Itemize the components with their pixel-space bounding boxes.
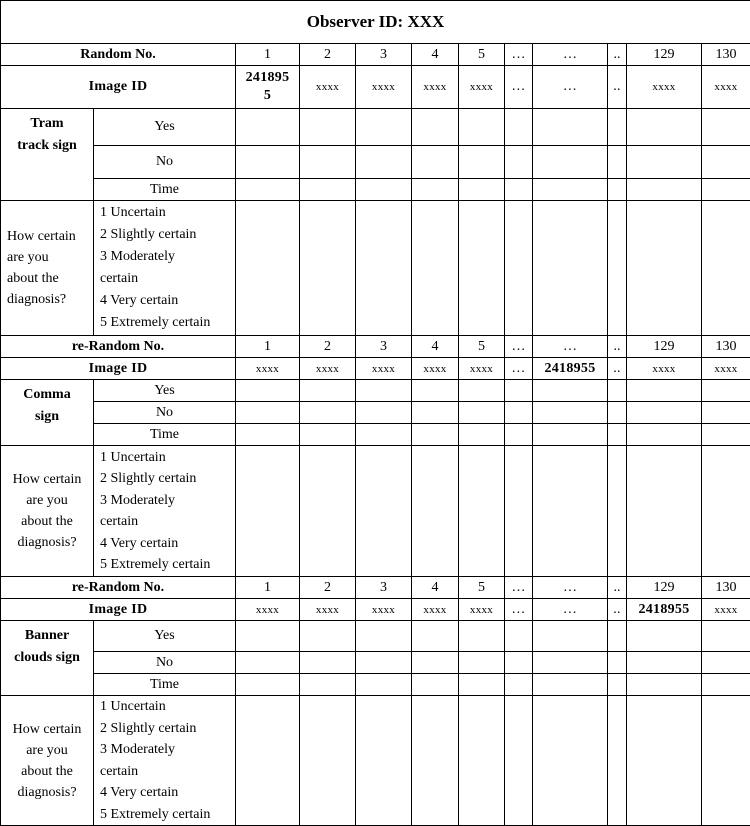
image-id-cell: xxxx [236, 599, 300, 621]
entry-cell[interactable] [412, 424, 459, 446]
entry-cell[interactable] [533, 402, 608, 424]
entry-cell[interactable] [608, 109, 627, 146]
image-id-part: 5 [236, 87, 299, 105]
entry-cell[interactable] [236, 696, 300, 826]
entry-cell[interactable] [412, 201, 459, 336]
entry-cell[interactable] [627, 201, 702, 336]
entry-cell[interactable] [459, 652, 505, 674]
certainty-scale [94, 446, 236, 577]
image-id-label: Image ID [1, 599, 236, 621]
question-line: How certain [7, 226, 90, 247]
re-random-no-label: re-Random No. [1, 577, 236, 599]
image-id-cell: xxxx [627, 66, 702, 109]
entry-cell[interactable] [236, 179, 300, 201]
image-id-cell: … [505, 358, 533, 380]
entry-cell[interactable] [412, 109, 459, 146]
image-id-cell: xxxx [236, 358, 300, 380]
entry-cell[interactable] [356, 179, 412, 201]
entry-cell[interactable] [533, 146, 608, 179]
col-number: .. [608, 336, 627, 358]
entry-cell[interactable] [459, 201, 505, 336]
question-line: diagnosis? [4, 782, 90, 803]
certainty-option: 4 Very certain [100, 290, 235, 312]
entry-cell[interactable] [505, 109, 533, 146]
entry-cell[interactable] [459, 109, 505, 146]
col-number: … [505, 577, 533, 599]
entry-cell[interactable] [627, 621, 702, 652]
col-number: … [533, 336, 608, 358]
entry-cell[interactable] [412, 674, 459, 696]
entry-cell[interactable] [505, 201, 533, 336]
entry-cell[interactable] [627, 424, 702, 446]
image-id-cell: xxxx [412, 358, 459, 380]
col-number: … [533, 577, 608, 599]
entry-cell[interactable] [505, 402, 533, 424]
entry-cell[interactable] [627, 446, 702, 577]
entry-cell[interactable] [533, 380, 608, 402]
entry-cell[interactable] [459, 146, 505, 179]
entry-cell[interactable] [608, 380, 627, 402]
entry-cell[interactable] [236, 201, 300, 336]
entry-cell[interactable] [702, 146, 750, 179]
entry-cell[interactable] [627, 179, 702, 201]
entry-cell[interactable] [533, 652, 608, 674]
sign-label-tram-track [1, 109, 94, 201]
entry-cell[interactable] [300, 179, 356, 201]
certainty-option: 3 Moderately [100, 246, 235, 268]
image-id-cell: .. [608, 66, 627, 109]
entry-cell[interactable] [300, 109, 356, 146]
col-number: 2 [300, 336, 356, 358]
time-label: Time [94, 424, 236, 446]
entry-cell[interactable] [533, 179, 608, 201]
entry-cell[interactable] [505, 652, 533, 674]
entry-cell[interactable] [356, 109, 412, 146]
entry-cell[interactable] [608, 424, 627, 446]
no-label: No [94, 402, 236, 424]
image-id-cell: … [533, 66, 608, 109]
entry-cell[interactable] [608, 146, 627, 179]
image-id-cell: .. [608, 358, 627, 380]
entry-cell[interactable] [608, 201, 627, 336]
image-id-cell: xxxx [459, 599, 505, 621]
certainty-question [1, 696, 94, 826]
entry-cell[interactable] [627, 146, 702, 179]
col-number: 130 [702, 577, 750, 599]
entry-cell[interactable] [356, 674, 412, 696]
question-line: about the [7, 268, 90, 289]
certainty-option: 2 Slightly certain [100, 468, 235, 490]
entry-cell[interactable] [300, 380, 356, 402]
entry-cell[interactable] [702, 674, 750, 696]
entry-cell[interactable] [608, 674, 627, 696]
certainty-scale [94, 696, 236, 826]
image-id-cell: … [505, 66, 533, 109]
col-number: .. [608, 577, 627, 599]
image-id-cell: xxxx [412, 599, 459, 621]
entry-cell[interactable] [533, 201, 608, 336]
certainty-option: 2 Slightly certain [100, 718, 235, 740]
entry-cell[interactable] [236, 652, 300, 674]
sign-label-line: clouds sign [1, 647, 93, 669]
entry-cell[interactable] [412, 696, 459, 826]
entry-cell[interactable] [627, 380, 702, 402]
entry-cell[interactable] [533, 674, 608, 696]
question-line: diagnosis? [7, 289, 90, 310]
certainty-option: certain [100, 511, 235, 533]
certainty-option: 1 Uncertain [100, 202, 235, 224]
entry-cell[interactable] [505, 621, 533, 652]
entry-cell[interactable] [702, 201, 750, 336]
certainty-option: 2 Slightly certain [100, 224, 235, 246]
col-number: 4 [412, 577, 459, 599]
entry-cell[interactable] [533, 109, 608, 146]
sign-label-line: Banner [1, 625, 93, 647]
certainty-option: 5 Extremely certain [100, 804, 235, 826]
image-id-label: Image ID [1, 358, 236, 380]
question-line: are you [7, 247, 90, 268]
certainty-option: 1 Uncertain [100, 447, 235, 469]
entry-cell[interactable] [505, 674, 533, 696]
col-number: … [505, 336, 533, 358]
entry-cell[interactable] [356, 201, 412, 336]
entry-cell[interactable] [412, 621, 459, 652]
question-line: are you [4, 740, 90, 761]
entry-cell[interactable] [300, 621, 356, 652]
entry-cell[interactable] [236, 380, 300, 402]
col-number: 130 [702, 44, 750, 66]
entry-cell[interactable] [702, 109, 750, 146]
entry-cell[interactable] [533, 696, 608, 826]
entry-cell[interactable] [627, 402, 702, 424]
entry-cell[interactable] [356, 696, 412, 826]
entry-cell[interactable] [533, 446, 608, 577]
col-number: 2 [300, 577, 356, 599]
certainty-option: 3 Moderately [100, 490, 235, 512]
image-id-cell: xxxx [300, 358, 356, 380]
entry-cell[interactable] [505, 424, 533, 446]
image-id-cell: xxxx [627, 358, 702, 380]
certainty-option: 5 Extremely certain [100, 312, 235, 334]
entry-cell[interactable] [459, 380, 505, 402]
entry-cell[interactable] [300, 674, 356, 696]
entry-cell[interactable] [505, 146, 533, 179]
time-label: Time [94, 674, 236, 696]
entry-cell[interactable] [627, 109, 702, 146]
entry-cell[interactable] [356, 402, 412, 424]
col-number: 1 [236, 336, 300, 358]
entry-cell[interactable] [533, 621, 608, 652]
entry-cell[interactable] [300, 146, 356, 179]
image-id-part: 241895 [236, 69, 299, 87]
col-number: 129 [627, 44, 702, 66]
entry-cell[interactable] [356, 446, 412, 577]
yes-label: Yes [94, 380, 236, 402]
entry-cell[interactable] [412, 402, 459, 424]
entry-cell[interactable] [702, 696, 750, 826]
image-id-cell: xxxx [300, 66, 356, 109]
yes-label: Yes [94, 109, 236, 146]
entry-cell[interactable] [608, 652, 627, 674]
entry-cell[interactable] [412, 179, 459, 201]
certainty-option: certain [100, 268, 235, 290]
image-id-cell: xxxx [702, 358, 750, 380]
entry-cell[interactable] [356, 424, 412, 446]
image-id-cell: xxxx [300, 599, 356, 621]
entry-cell[interactable] [459, 696, 505, 826]
entry-cell[interactable] [236, 146, 300, 179]
image-id-cell: xxxx [459, 358, 505, 380]
question-line: about the [4, 511, 90, 532]
entry-cell[interactable] [533, 424, 608, 446]
no-label: No [94, 146, 236, 179]
entry-cell[interactable] [412, 146, 459, 179]
col-number: … [505, 44, 533, 66]
col-number: 1 [236, 577, 300, 599]
entry-cell[interactable] [300, 402, 356, 424]
col-number: 5 [459, 44, 505, 66]
entry-cell[interactable] [459, 621, 505, 652]
entry-cell[interactable] [702, 446, 750, 577]
sign-label-comma [1, 380, 94, 446]
col-number: 3 [356, 336, 412, 358]
entry-cell[interactable] [459, 424, 505, 446]
entry-cell[interactable] [702, 380, 750, 402]
entry-cell[interactable] [236, 424, 300, 446]
sign-label-line: sign [1, 406, 93, 428]
image-id-cell: xxxx [356, 599, 412, 621]
image-id-cell: xxxx [412, 66, 459, 109]
entry-cell[interactable] [412, 380, 459, 402]
entry-cell[interactable] [300, 696, 356, 826]
image-id-cell: xxxx [459, 66, 505, 109]
entry-cell[interactable] [459, 446, 505, 577]
entry-cell[interactable] [412, 652, 459, 674]
certainty-question [1, 201, 94, 336]
entry-cell[interactable] [236, 674, 300, 696]
entry-cell[interactable] [356, 621, 412, 652]
entry-cell[interactable] [236, 109, 300, 146]
yes-label: Yes [94, 621, 236, 652]
col-number: 1 [236, 44, 300, 66]
question-line: How certain [4, 719, 90, 740]
entry-cell[interactable] [412, 446, 459, 577]
image-id-cell: xxxx [702, 599, 750, 621]
entry-cell[interactable] [459, 402, 505, 424]
sign-label-line: Tram [1, 113, 93, 135]
col-number: 4 [412, 336, 459, 358]
entry-cell[interactable] [505, 179, 533, 201]
entry-cell[interactable] [356, 146, 412, 179]
re-random-no-label: re-Random No. [1, 336, 236, 358]
entry-cell[interactable] [459, 179, 505, 201]
image-id-cell: 2418955 [627, 599, 702, 621]
image-id-cell: xxxx [356, 66, 412, 109]
entry-cell[interactable] [236, 621, 300, 652]
image-id-cell: … [533, 599, 608, 621]
entry-cell[interactable] [702, 402, 750, 424]
col-number: 129 [627, 336, 702, 358]
col-number: 130 [702, 336, 750, 358]
col-number: 2 [300, 44, 356, 66]
sign-label-banner-clouds [1, 621, 94, 696]
entry-cell[interactable] [608, 696, 627, 826]
entry-cell[interactable] [608, 179, 627, 201]
entry-cell[interactable] [608, 402, 627, 424]
col-number: 5 [459, 336, 505, 358]
col-number: 5 [459, 577, 505, 599]
entry-cell[interactable] [236, 402, 300, 424]
entry-cell[interactable] [627, 696, 702, 826]
entry-cell[interactable] [236, 446, 300, 577]
certainty-option: 4 Very certain [100, 533, 235, 555]
certainty-option: 5 Extremely certain [100, 554, 235, 576]
image-id-cell: .. [608, 599, 627, 621]
col-number: 3 [356, 44, 412, 66]
entry-cell[interactable] [459, 674, 505, 696]
entry-cell[interactable] [702, 652, 750, 674]
entry-cell[interactable] [702, 179, 750, 201]
form-title: Observer ID: XXX [1, 1, 750, 44]
entry-cell[interactable] [505, 380, 533, 402]
entry-cell[interactable] [356, 380, 412, 402]
question-line: How certain [4, 469, 90, 490]
certainty-option: 3 Moderately [100, 739, 235, 761]
col-number: .. [608, 44, 627, 66]
certainty-option: certain [100, 761, 235, 783]
entry-cell[interactable] [702, 621, 750, 652]
entry-cell[interactable] [702, 424, 750, 446]
entry-cell[interactable] [300, 652, 356, 674]
entry-cell[interactable] [608, 621, 627, 652]
certainty-scale [94, 201, 236, 336]
col-number: … [533, 44, 608, 66]
certainty-option: 4 Very certain [100, 782, 235, 804]
entry-cell[interactable] [300, 424, 356, 446]
col-number: 129 [627, 577, 702, 599]
entry-cell[interactable] [608, 446, 627, 577]
entry-cell[interactable] [300, 201, 356, 336]
image-id-cell [236, 66, 300, 109]
time-label: Time [94, 179, 236, 201]
sign-label-line: track sign [1, 135, 93, 157]
entry-cell[interactable] [505, 696, 533, 826]
image-id-label: Image ID [1, 66, 236, 109]
random-no-label: Random No. [1, 44, 236, 66]
entry-cell[interactable] [356, 652, 412, 674]
entry-cell[interactable] [627, 652, 702, 674]
question-line: are you [4, 490, 90, 511]
certainty-question [1, 446, 94, 577]
image-id-cell: … [505, 599, 533, 621]
col-number: 3 [356, 577, 412, 599]
col-number: 4 [412, 44, 459, 66]
entry-cell[interactable] [505, 446, 533, 577]
question-line: diagnosis? [4, 532, 90, 553]
image-id-cell: 2418955 [533, 358, 608, 380]
entry-cell[interactable] [300, 446, 356, 577]
question-line: about the [4, 761, 90, 782]
entry-cell[interactable] [627, 674, 702, 696]
image-id-cell: xxxx [702, 66, 750, 109]
no-label: No [94, 652, 236, 674]
certainty-option: 1 Uncertain [100, 696, 235, 718]
image-id-cell: xxxx [356, 358, 412, 380]
sign-label-line: Comma [1, 384, 93, 406]
